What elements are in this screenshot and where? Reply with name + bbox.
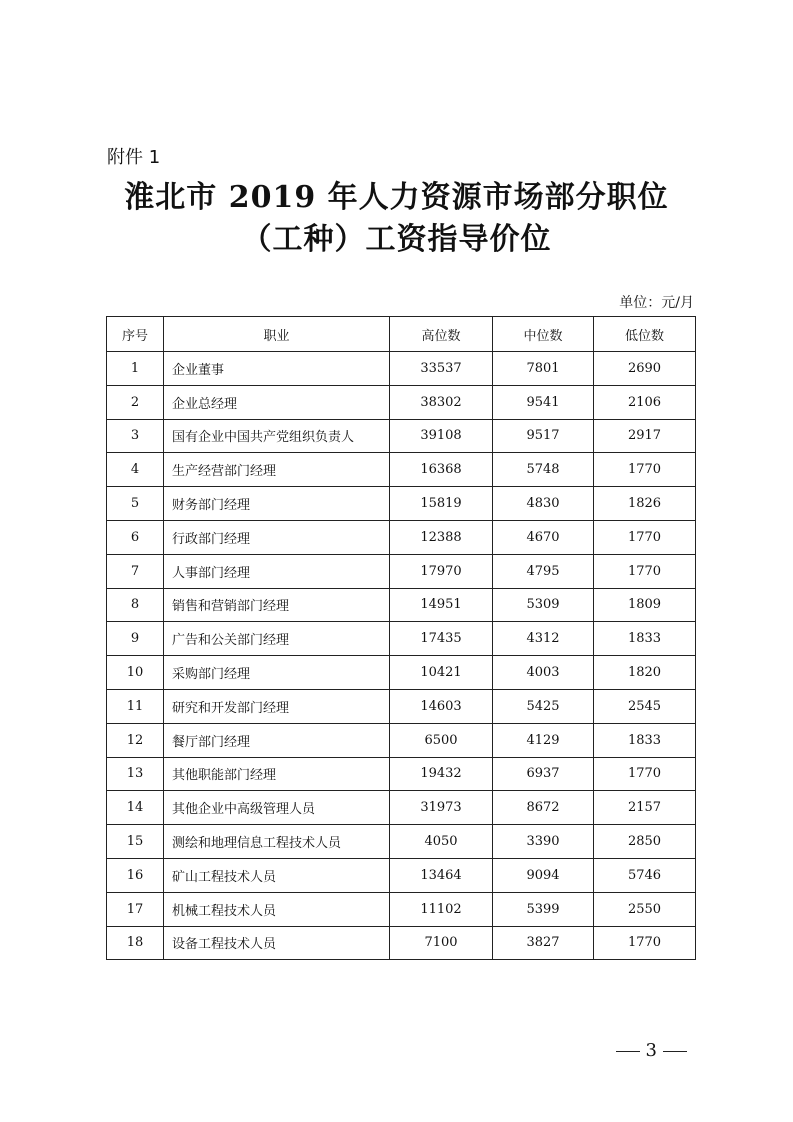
cell-median: 5748 [493,453,594,487]
cell-low: 2690 [594,352,696,386]
cell-index: 4 [107,453,164,487]
cell-high: 10421 [390,656,493,690]
cell-index: 16 [107,858,164,892]
header-high: 高位数 [390,317,493,352]
cell-occupation: 广告和公关部门经理 [164,622,390,656]
header-median: 中位数 [493,317,594,352]
cell-index: 3 [107,419,164,453]
cell-low: 1833 [594,622,696,656]
table-row [107,791,696,825]
cell-index: 9 [107,622,164,656]
header-index: 序号 [107,317,164,352]
cell-high: 17435 [390,622,493,656]
cell-median: 5399 [493,892,594,926]
cell-median: 8672 [493,791,594,825]
cell-high: 17970 [390,554,493,588]
cell-index: 8 [107,588,164,622]
cell-low: 1809 [594,588,696,622]
cell-low: 2106 [594,385,696,419]
cell-high: 4050 [390,825,493,859]
cell-index: 5 [107,487,164,521]
cell-occupation: 机械工程技术人员 [164,892,390,926]
cell-high: 14603 [390,689,493,723]
page-number-value: 3 [645,1040,657,1061]
header-occupation: 职业 [164,317,390,352]
cell-index: 2 [107,385,164,419]
cell-occupation: 研究和开发部门经理 [164,689,390,723]
table-row [107,453,696,487]
cell-low: 2545 [594,689,696,723]
cell-index: 14 [107,791,164,825]
cell-index: 17 [107,892,164,926]
cell-occupation: 采购部门经理 [164,656,390,690]
table-row [107,892,696,926]
cell-high: 12388 [390,520,493,554]
table-row [107,723,696,757]
cell-index: 1 [107,352,164,386]
page-title-line1: 淮北市 2019 年人力资源市场部分职位 [124,180,669,215]
cell-low: 2850 [594,825,696,859]
cell-median: 4129 [493,723,594,757]
cell-high: 15819 [390,487,493,521]
table-row [107,554,696,588]
cell-occupation: 设备工程技术人员 [164,926,390,960]
cell-median: 4670 [493,520,594,554]
cell-median: 3390 [493,825,594,859]
table-row [107,385,696,419]
salary-table [106,316,696,960]
cell-low: 2550 [594,892,696,926]
cell-occupation: 销售和营销部门经理 [164,588,390,622]
cell-median: 9094 [493,858,594,892]
cell-occupation: 生产经营部门经理 [164,453,390,487]
cell-low: 1833 [594,723,696,757]
table-header-row [107,317,696,352]
cell-index: 12 [107,723,164,757]
cell-occupation: 人事部门经理 [164,554,390,588]
cell-high: 33537 [390,352,493,386]
cell-high: 16368 [390,453,493,487]
cell-index: 18 [107,926,164,960]
unit-label: 单位：元/月 [619,295,694,311]
cell-index: 7 [107,554,164,588]
attachment-label: 附件 1 [107,147,161,168]
cell-occupation: 矿山工程技术人员 [164,858,390,892]
cell-median: 4795 [493,554,594,588]
cell-high: 14951 [390,588,493,622]
cell-occupation: 其他企业中高级管理人员 [164,791,390,825]
cell-occupation: 其他职能部门经理 [164,757,390,791]
cell-index: 15 [107,825,164,859]
cell-median: 9541 [493,385,594,419]
cell-median: 4003 [493,656,594,690]
cell-index: 10 [107,656,164,690]
table-row [107,926,696,960]
cell-high: 38302 [390,385,493,419]
cell-high: 31973 [390,791,493,825]
cell-occupation: 测绘和地理信息工程技术人员 [164,825,390,859]
table-row [107,825,696,859]
cell-median: 4830 [493,487,594,521]
cell-median: 5425 [493,689,594,723]
cell-occupation: 行政部门经理 [164,520,390,554]
cell-index: 13 [107,757,164,791]
table-row [107,622,696,656]
cell-low: 1820 [594,656,696,690]
cell-low: 5746 [594,858,696,892]
page-title-line2: （工种）工资指导价位 [241,222,552,257]
cell-median: 6937 [493,757,594,791]
cell-index: 11 [107,689,164,723]
cell-occupation: 企业董事 [164,352,390,386]
table-row [107,419,696,453]
cell-high: 39108 [390,419,493,453]
cell-low: 1826 [594,487,696,521]
cell-occupation: 餐厅部门经理 [164,723,390,757]
cell-low: 1770 [594,926,696,960]
cell-high: 19432 [390,757,493,791]
cell-low: 2157 [594,791,696,825]
cell-occupation: 国有企业中国共产党组织负责人 [164,419,390,453]
table-row [107,487,696,521]
page-dash-left [616,1051,640,1052]
cell-low: 1770 [594,453,696,487]
table-row [107,689,696,723]
table-row [107,858,696,892]
table-row [107,352,696,386]
table-row [107,757,696,791]
cell-median: 4312 [493,622,594,656]
cell-median: 7801 [493,352,594,386]
cell-high: 11102 [390,892,493,926]
cell-index: 6 [107,520,164,554]
cell-occupation: 企业总经理 [164,385,390,419]
cell-low: 1770 [594,520,696,554]
cell-low: 1770 [594,554,696,588]
cell-low: 1770 [594,757,696,791]
table-body [107,352,696,960]
table-row [107,520,696,554]
cell-high: 13464 [390,858,493,892]
cell-low: 2917 [594,419,696,453]
page-number [610,1040,693,1061]
table-row [107,588,696,622]
cell-median: 3827 [493,926,594,960]
cell-high: 7100 [390,926,493,960]
cell-occupation: 财务部门经理 [164,487,390,521]
page-dash-right [663,1051,687,1052]
cell-median: 9517 [493,419,594,453]
cell-median: 5309 [493,588,594,622]
cell-high: 6500 [390,723,493,757]
table-row [107,656,696,690]
header-low: 低位数 [594,317,696,352]
